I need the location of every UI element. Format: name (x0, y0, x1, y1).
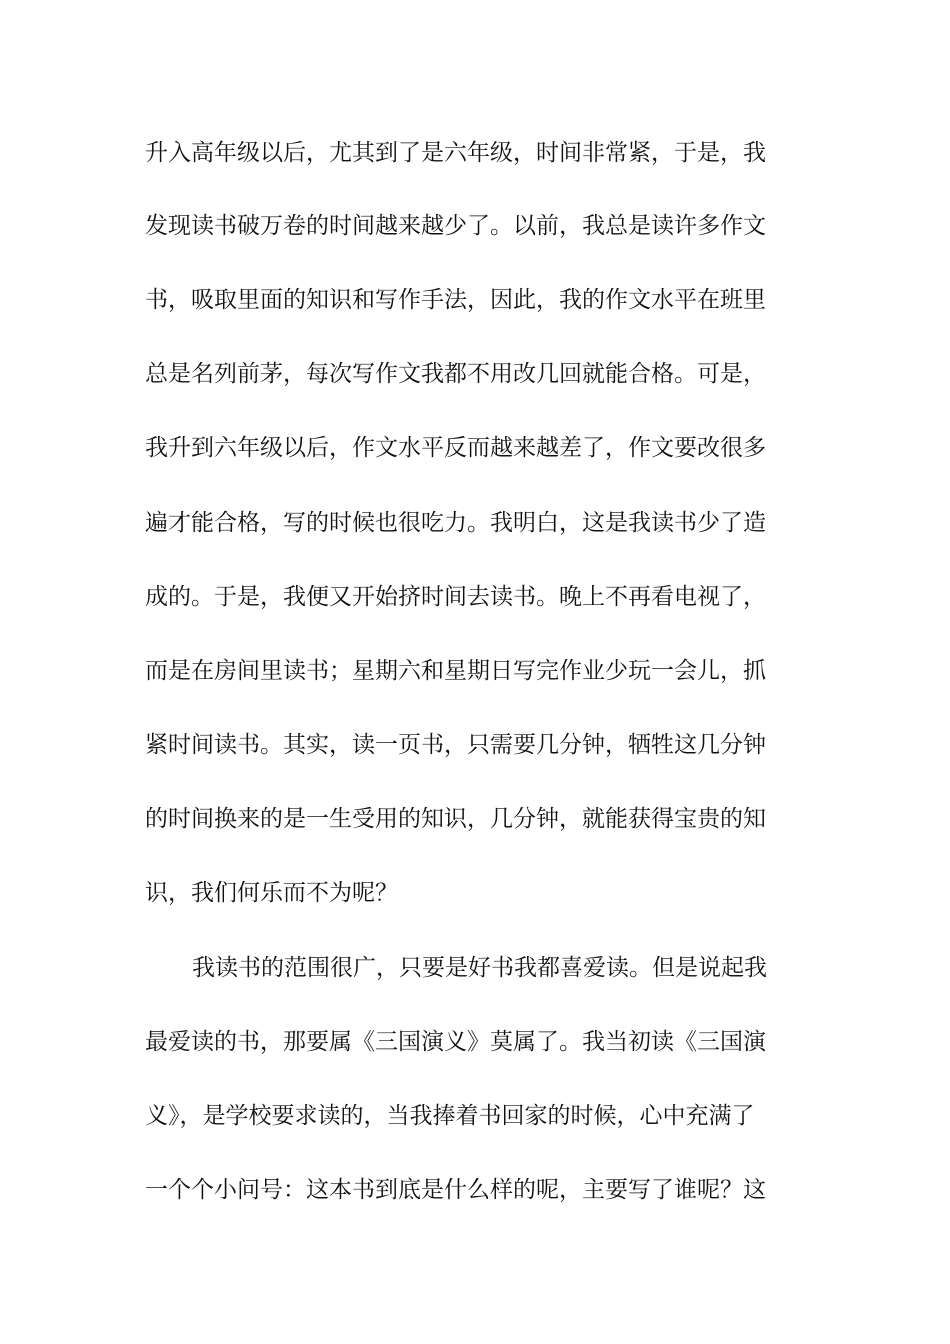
paragraph-1-line-2: 发现读书破万卷的时间越来越少了。以前，我总是读许多作文 (145, 213, 766, 239)
paragraph-2-line-2: 最爱读的书，那要属《三国演义》莫属了。我当初读《三国演 (145, 1029, 766, 1055)
paragraph-1-line-4: 总是名列前茅，每次写作文我都不用改几回就能合格。可是， (145, 361, 766, 387)
paragraph-1-line-1: 升入高年级以后，尤其到了是六年级，时间非常紧，于是，我 (145, 140, 766, 166)
paragraph-1-line-7: 成的。于是，我便又开始挤时间去读书。晚上不再看电视了， (145, 584, 766, 610)
paragraph-1-line-8: 而是在房间里读书；星期六和星期日写完作业少玩一会儿，抓 (145, 658, 766, 684)
paragraph-1-line-5: 我升到六年级以后，作文水平反而越来越差了，作文要改很多 (145, 435, 766, 461)
paragraph-1-line-9: 紧时间读书。其实，读一页书，只需要几分钟，牺牲这几分钟 (145, 732, 766, 758)
paragraph-2-line-4: 一个个小问号：这本书到底是什么样的呢，主要写了谁呢？这 (145, 1177, 766, 1203)
paragraph-1-line-10: 的时间换来的是一生受用的知识，几分钟，就能获得宝贵的知 (145, 806, 766, 832)
paragraph-1-line-6: 遍才能合格，写的时候也很吃力。我明白，这是我读书少了造 (145, 510, 766, 536)
paragraph-2-line-1: 我读书的范围很广，只要是好书我都喜爱读。但是说起我 (192, 955, 767, 981)
paragraph-1-line-11: 识，我们何乐而不为呢？ (145, 880, 398, 906)
paragraph-2-line-3: 义》，是学校要求读的，当我捧着书回家的时候，心中充满了 (145, 1103, 755, 1129)
paragraph-1-line-3: 书，吸取里面的知识和写作手法，因此，我的作文水平在班里 (145, 287, 766, 313)
